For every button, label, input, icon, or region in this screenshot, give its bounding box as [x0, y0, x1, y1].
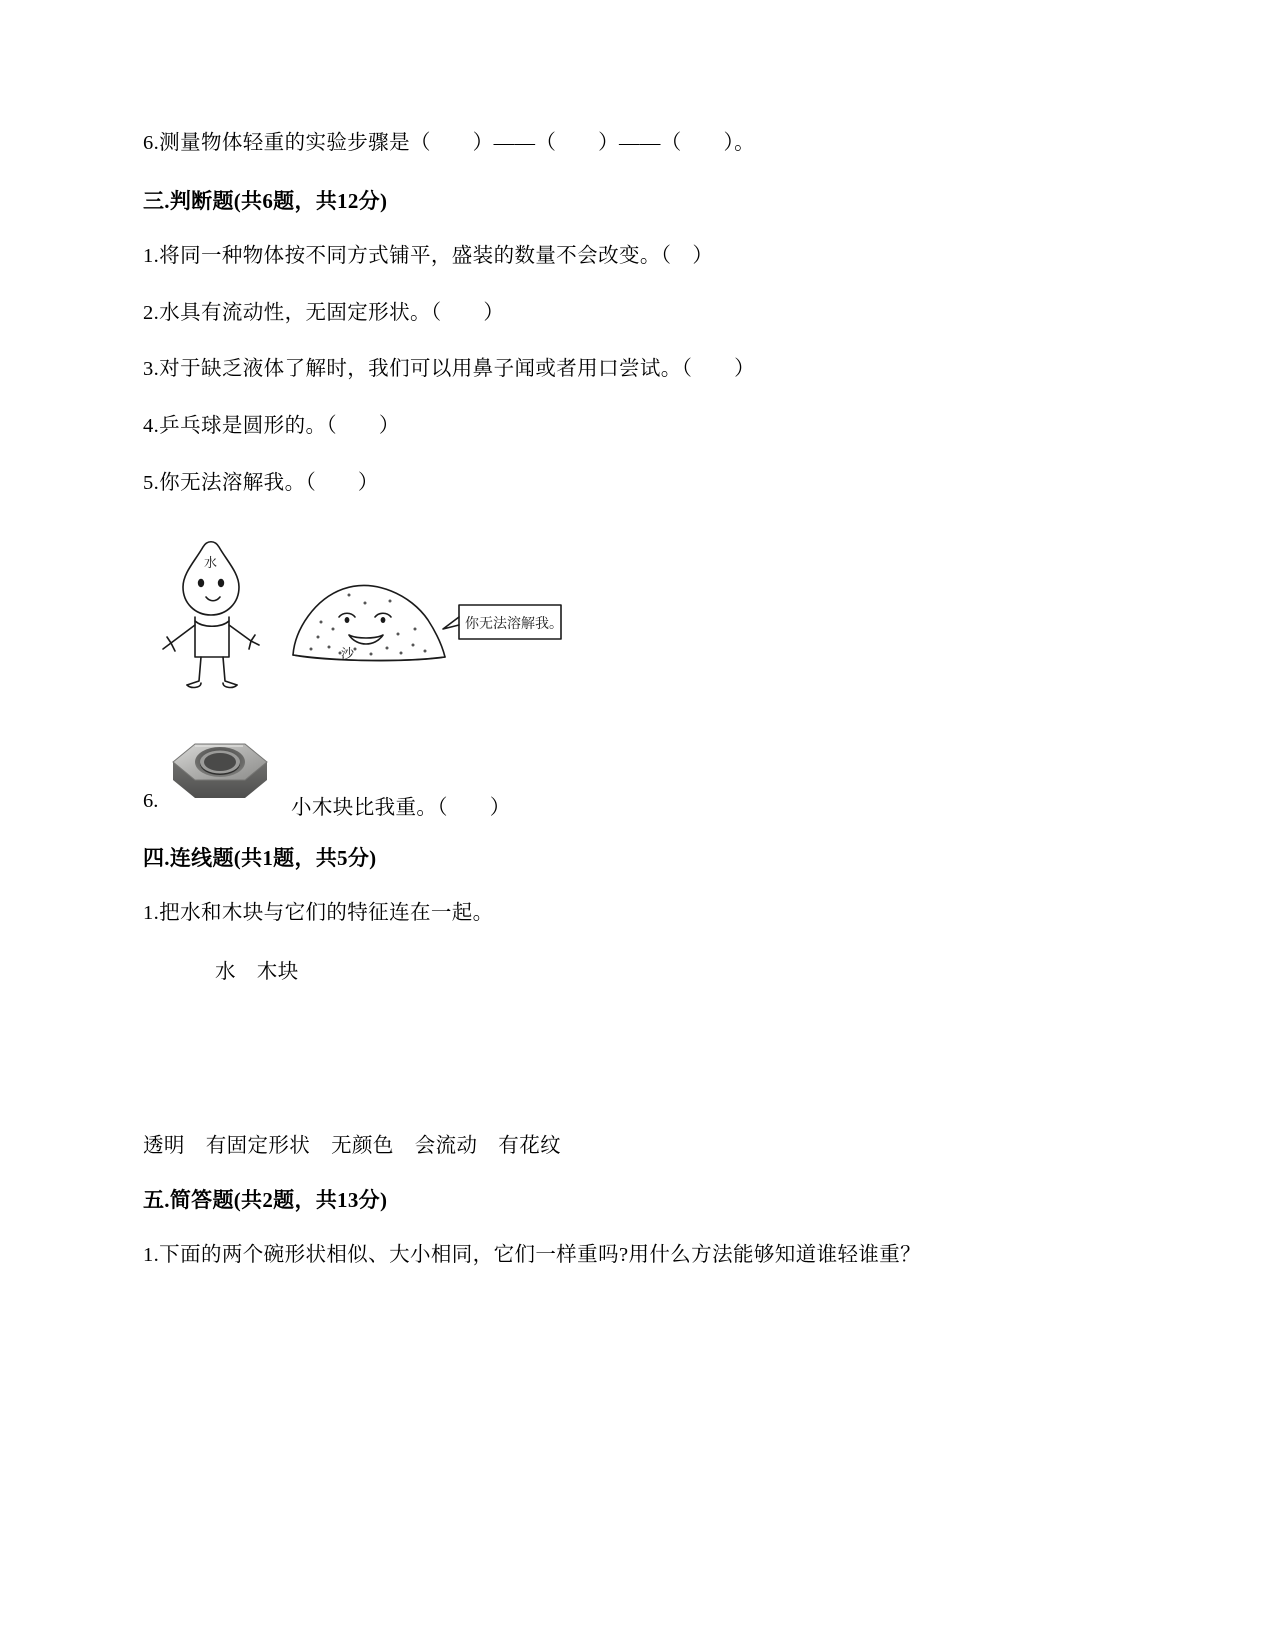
matching-answer-area — [143, 1010, 1133, 1128]
question-2-6: 6.测量物体轻重的实验步骤是（ ）——（ ）——（ ）。 — [143, 132, 756, 154]
question-3-3: 3.对于缺乏液体了解时，我们可以用鼻子闻或者用口尝试。（ ） — [143, 358, 756, 381]
question-3-2: 2.水具有流动性，无固定形状。（ ） — [143, 301, 505, 324]
section-four-heading: 四.连线题(共1题，共5分) — [143, 845, 377, 870]
match-features: 透明 有固定形状 无颜色 会流动 有花纹 — [143, 1135, 561, 1158]
svg-text:你无法溶解我。: 你无法溶解我。 — [465, 616, 563, 632]
question-4-1: 1.把水和木块与它们的特征连在一起。 — [143, 901, 494, 924]
question-3-6-text: 小木块比我重。（ ） — [291, 796, 511, 819]
svg-text:水: 水 — [204, 554, 218, 570]
question-3-4: 4.乒乓球是圆形的。（ ） — [143, 415, 400, 437]
svg-text:沙: 沙 — [341, 645, 355, 661]
match-items: 水 木块 — [215, 961, 299, 984]
question-5-1: 1.下面的两个碗形状相似、大小相同，它们一样重吗?用什么方法能够知道谁轻谁重？ — [143, 1244, 922, 1267]
page-content — [143, 128, 1133, 1297]
water-and-sand-cartoon — [143, 525, 1133, 700]
question-3-5: 5.你无法溶解我。（ ） — [143, 471, 379, 494]
question-3-6-number: 6. — [143, 789, 159, 812]
section-three-heading: 三.判断题(共6题，共12分) — [143, 188, 388, 213]
section-five-heading: 五.简答题(共2题，共13分) — [143, 1188, 388, 1213]
question-3-1: 1.将同一种物体按不同方式铺平，盛装的数量不会改变。（ ） — [143, 244, 714, 267]
cartoon-drawing — [143, 525, 613, 700]
hex-nut-photo — [165, 722, 275, 814]
question-3-6-row — [143, 722, 1133, 832]
